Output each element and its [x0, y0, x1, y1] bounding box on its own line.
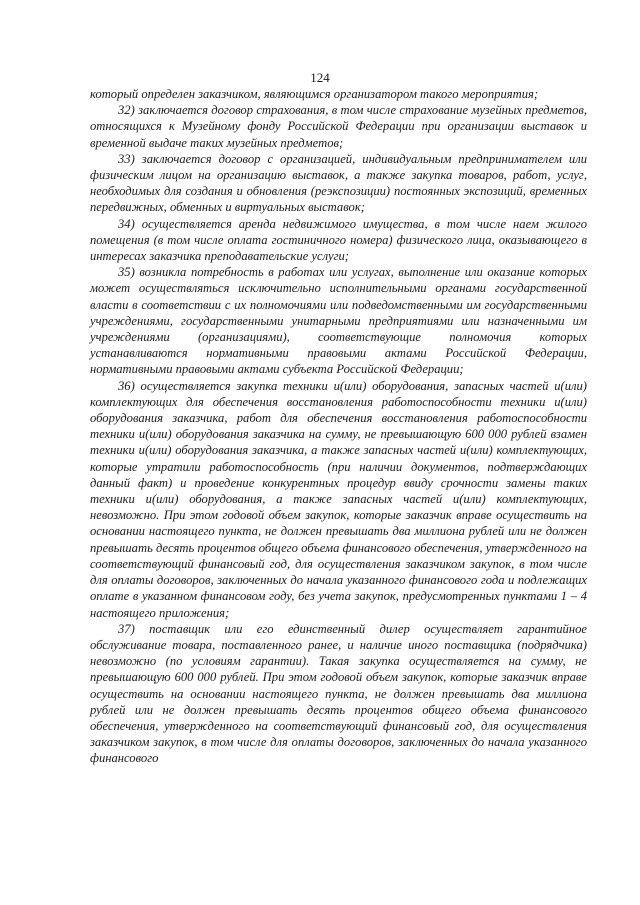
paragraph-item-36: 36) осуществляется закупка техники и(или) оборудования, запасных частей и(или) комплектующих для обеспечения восстановления работоспособности техники и(или) оборудования заказчика, работ для обеспечения восстановления работоспособности техники и(или) оборудования заказчика на сумму, не превышающую 600 000 рублей взамен техники и(или) оборудования заказчика, а также запасных частей и(или) комплектующих, которые утратили работоспособность (при наличии документов, подтверждающих данный факт) и проведение конкурентных процедур ввиду срочности замены таких техники и(или) оборудования, а также запасных частей и(или) комплектующих, невозможно. При этом годовой объем закупок, которые заказчик вправе осуществить на основании настоящего пункта, не должен превышать два миллиона рублей или не должен превышать десять процентов общего объема финансового обеспечения, утвержденного на соответствующий финансовый год, для осуществления заказчиком закупок, в том числе для оплаты договоров, заключенных до начала указанного финансового года и подлежащих оплате в указанном финансовом году, без учета закупок, предусмотренных пунктами 1 – 4 настоящего приложения;	[90, 378, 587, 620]
paragraph-item-32: 32) заключается договор страхования, в том числе страхование музейных предметов, относящихся к Музейному фонду Российской Федерации при организации выставок и временной выдаче таких музейных предметов;	[90, 103, 587, 150]
page-number: 124	[310, 70, 330, 85]
paragraph-item-35: 35) возникла потребность в работах или услугах, выполнение или оказание которых может осуществляться исключительно исполнительными органами государственной власти в соответствии с их полномочиями или подведомственными им государственными учреждениями, государственными унитарными предприятиями или назначенными им учреждениями (организациями), соответствующие полномочия которых устанавливаются нормативными правовыми актами Российской Федерации, нормативными правовыми актами субъекта Российской Федерации;	[90, 265, 587, 377]
paragraph-item-34: 34) осуществляется аренда недвижимого имущества, в том числе наем жилого помещения (в том числе оплата гостиничного номера) физического лица, оказывающего в интересах заказчика преподавательские услуги;	[90, 216, 587, 264]
paragraph-item-37: 37) поставщик или его единственный дилер осуществляет гарантийное обслуживание товара, поставленного ранее, и наличие иного поставщика (подрядчика) невозможно (по условиям гарантии). Такая закупка осуществляется на сумму, не превышающую 600 000 рублей. При этом годовой объем закупок, которые заказчик вправе осуществить на основании настоящего пункта, не должен превышать два миллиона рублей или не должен превышать десять процентов общего объема финансового обеспечения, утвержденного на соответствующий финансовый год, для осуществления заказчиком закупок, в том числе для оплаты договоров, заключенных до начала указанного финансового	[90, 621, 587, 766]
paragraph-continuation: который определен заказчиком, являющимся организатором такого мероприятия;	[90, 87, 539, 101]
document-body	[90, 86, 587, 767]
paragraph-item-33: 33) заключается договор с организацией, индивидуальным предпринимателем или физическим лицом на организацию выставок, а также закупка товаров, работ, услуг, необходимых для создания и обновления (реэкспозиции) постоянных экспозиций, временных передвижных, обменных и виртуальных выставок;	[90, 151, 587, 215]
